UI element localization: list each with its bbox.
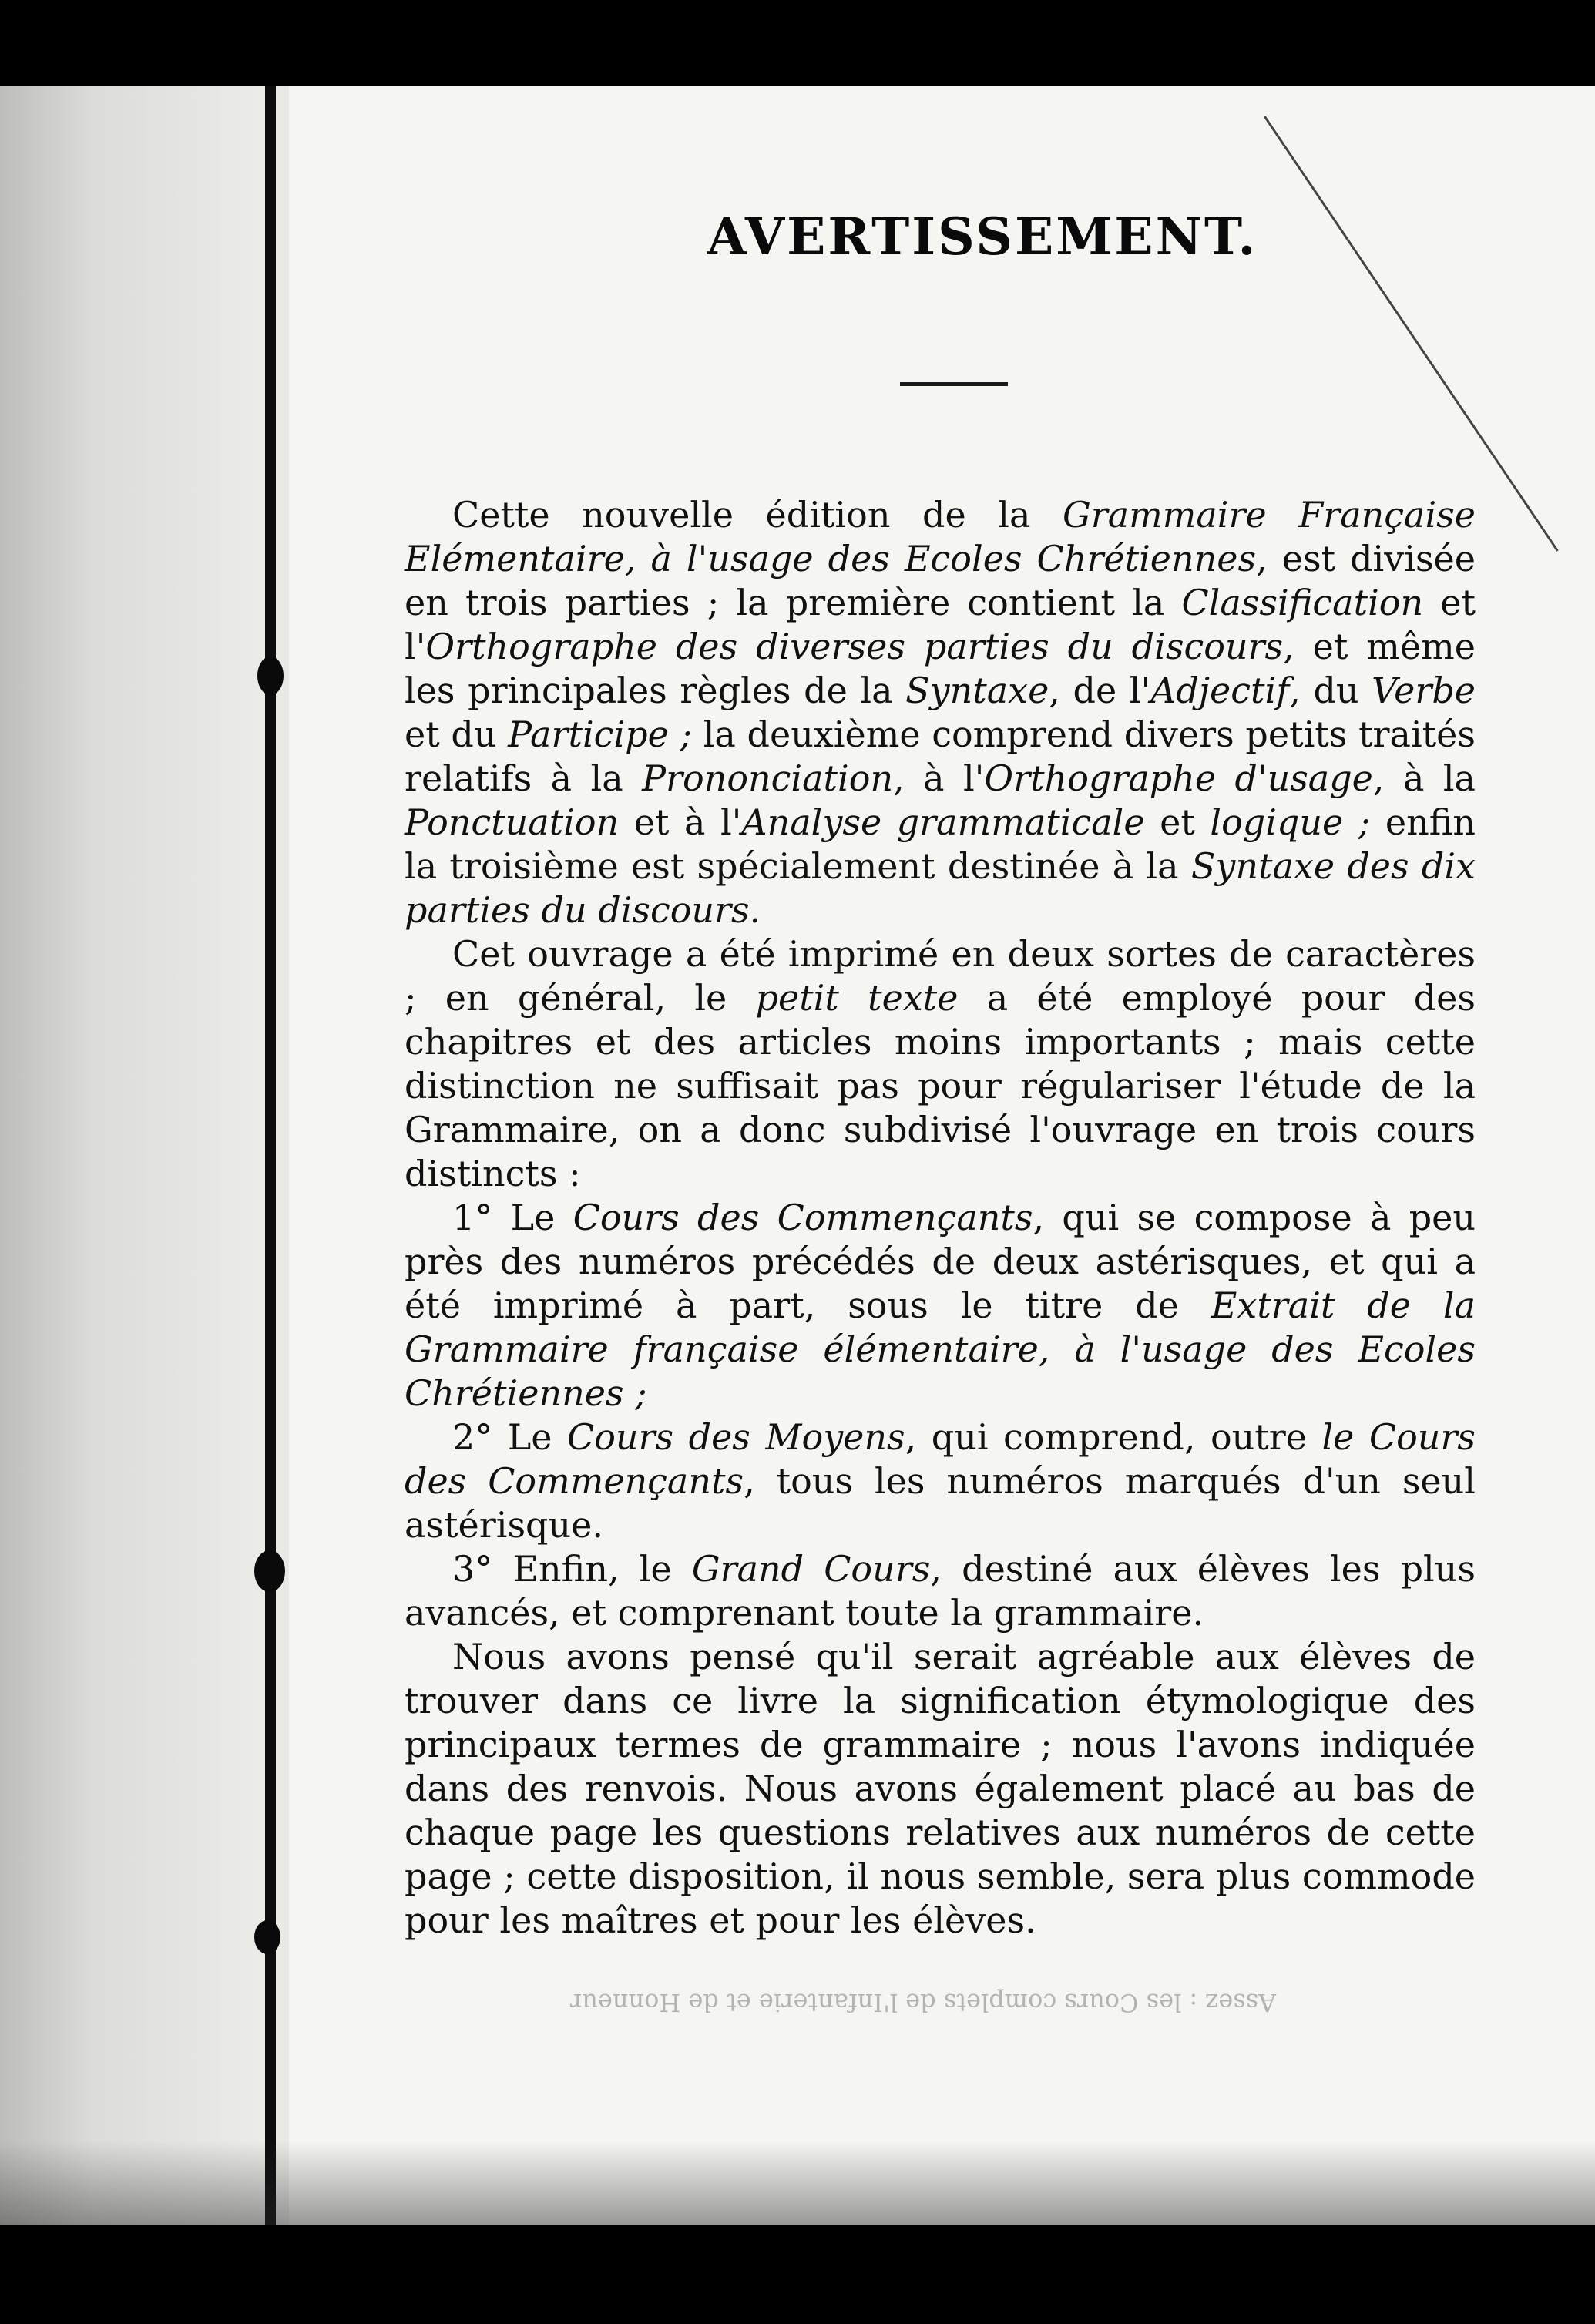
- facing-page-edge: [0, 86, 270, 2225]
- title-rule: [900, 382, 1008, 386]
- paragraph-characters: Cet ouvrage a été imprimé en deux sortes de caractères ; en général, le petit texte a été employé pour des chapitres et des articles moins importants ; mais cette distinction ne suffisait pas pour régulariser l'étude de la Grammaire, on a donc subdivisé l'ouvrage en trois cours distincts :: [405, 933, 1476, 1194]
- paragraph-etymology: Nous avons pensé qu'il serait agréable aux élèves de trouver dans ce livre la signification étymologique des principaux termes de grammaire ; nous l'avons indiquée dans des renvois. Nous avons également placé au bas de chaque page les questions relatives aux numéros de cette page ; cette disposition, il nous semble, sera plus commode pour les maîtres et pour les élèves.: [405, 1636, 1476, 1941]
- scan-shadow: [0, 2141, 1595, 2225]
- binding-thread: [254, 1920, 280, 1954]
- paragraph-course-intermediate: 2° Le Cours des Moyens, qui comprend, outre le Cours des Commençants, tous les numéros marqués d'un seul astérisque.: [405, 1416, 1476, 1546]
- paragraph-course-advanced: 3° Enfin, le Grand Cours, destiné aux élèves les plus avancés, et comprenant toute la grammaire.: [405, 1548, 1476, 1634]
- bleed-through-text: Assez : les Cours complets de l'Infanterie et de Honneur: [570, 1988, 1277, 2017]
- binding-thread: [257, 657, 284, 695]
- binding-gutter: [265, 86, 276, 2225]
- page-title: AVERTISSEMENT.: [707, 207, 1258, 267]
- body-text: [405, 493, 1476, 1943]
- binding-thread: [254, 1550, 285, 1592]
- paragraph-course-beginners: 1° Le Cours des Commençants, qui se compose à peu près des numéros précédés de deux astérisques, et qui a été imprimé à part, sous le titre de Extrait de la Grammaire française élémentaire, à l'usage des Ecoles Chrétiennes ;: [405, 1197, 1476, 1414]
- paragraph-editions: Cette nouvelle édition de la Grammaire Française Elémentaire, à l'usage des Ecoles Chrétiennes, est divisée en trois parties ; la première contient la Classification et l'Orthographe des diverses parties du discours, et même les principales règles de la Syntaxe, de l'Adjectif, du Verbe et du Participe ; la deuxième comprend divers petits traités relatifs à la Prononciation, à l'Orthographe d'usage, à la Ponctuation et à l'Analyse grammaticale et logique ; enfin la troisième est spécialement destinée à la Syntaxe des dix parties du discours.: [405, 494, 1476, 931]
